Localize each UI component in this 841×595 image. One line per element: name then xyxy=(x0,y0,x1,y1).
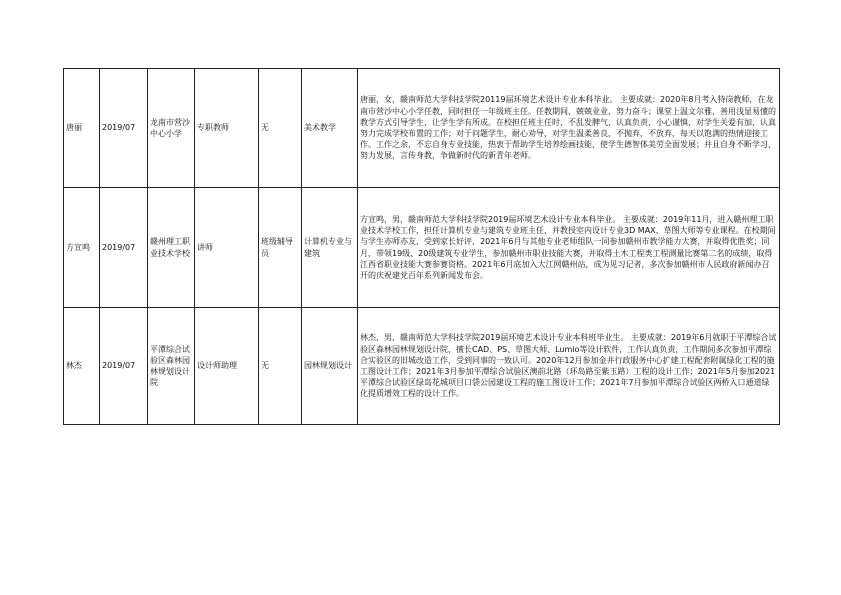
table-row xyxy=(64,188,780,308)
field-cell: 美术教学 xyxy=(302,69,358,188)
position-cell: 无 xyxy=(259,69,302,188)
name-cell: 方宣鸣 xyxy=(64,188,100,308)
name-cell: 唐丽 xyxy=(64,69,100,188)
field-cell: 园林规划设计 xyxy=(302,308,358,425)
employer-cell: 龙南市营沙中心小学 xyxy=(148,69,195,188)
bio-cell: 方宣鸣，男，赣南师范大学科技学院2019届环境艺术设计专业本科毕业。 主要成就：2019年11月，进入赣州理工职业技术学校工作，担任计算机专业与建筑专业班主任，并教授室内设计专业3D MAX、草图大师等专业课程。在校期间与学生亦师亦友，受到家长好评，2021年6月与其他专业老师组队一同参加赣州市教学能力大赛，并取得优胜奖；同月，带领19级、20级建筑专业学生，参加赣州市职业技能大赛，并取得土木工程类工程测量比赛第二名的成绩，取得江西省职业技能大赛参赛资格。2021年6月底加入大江网赣州站，成为见习记者，多次参加赣州市人民政府新闻办召开的庆祝建党百年系列新闻发布会。 xyxy=(358,188,780,308)
employer-cell: 赣州理工职业技术学校 xyxy=(148,188,195,308)
employer-cell: 平潭综合试验区森林园林规划设计院 xyxy=(148,308,195,425)
position-cell: 班级辅导员 xyxy=(259,188,302,308)
job-title-cell: 讲师 xyxy=(195,188,259,308)
alumni-table xyxy=(63,68,780,425)
table-row xyxy=(64,69,780,188)
graduation-year-cell: 2019/07 xyxy=(100,308,148,425)
bio-cell: 唐丽，女，赣南师范大学科技学院20119届环境艺术设计专业本科毕业。 主要成就：2020年8月考入特岗教师，在龙南市营沙中心小学任教，同时担任一年级班主任。任教期间，兢兢业业，努力奋斗；课堂上温文尔雅，善用浅显易懂的教学方式引导学生，让学生学有所成。在校担任班主任时，不乱发脾气，认真负责，小心谨慎，对学生关爱有加，认真努力完成学校布置的工作；对于问题学生，耐心劝导，对学生温柔善良，不抛弃，不放弃，每天以饱满的热情迎接工作。工作之余，不忘自身专业技能，热衷于帮助学生培养绘画技能，使学生德智体美劳全面发展；并且自身不断学习，努力发展，言传身教，争做新时代的新青年老师。 xyxy=(358,69,780,188)
name-cell: 林杰 xyxy=(64,308,100,425)
position-cell: 无 xyxy=(259,308,302,425)
table-row xyxy=(64,308,780,425)
job-title-cell: 专职教师 xyxy=(195,69,259,188)
graduation-year-cell: 2019/07 xyxy=(100,69,148,188)
graduation-year-cell: 2019/07 xyxy=(100,188,148,308)
field-cell: 计算机专业与建筑 xyxy=(302,188,358,308)
job-title-cell: 设计师助理 xyxy=(195,308,259,425)
bio-cell: 林杰，男，赣南师范大学科技学院2019届环境艺术设计专业本科班毕业生。 主要成就：2019年6月就职于平潭综合试验区森林园林规划设计院，擅长CAD、PS、草图大师、Lumio等设计软件，工作认真负责，工作期间多次参加平潭综合实验区的旧城改造工作，受到同事的一致认可。2020年12月参加金井行政服务中心扩建工程配套附属绿化工程的施工图设计工作；2021年3月参加平潭综合试验区澳前北路（环岛路至紫玉路）工程的设计工作；2021年5月参加2021平潭综合试验区绿岛花城项目口袋公园建设工程的施工图设计工作；2021年7月参加平潭综合试验区两桥入口通道绿化提质增效工程的设计工作。 xyxy=(358,308,780,425)
